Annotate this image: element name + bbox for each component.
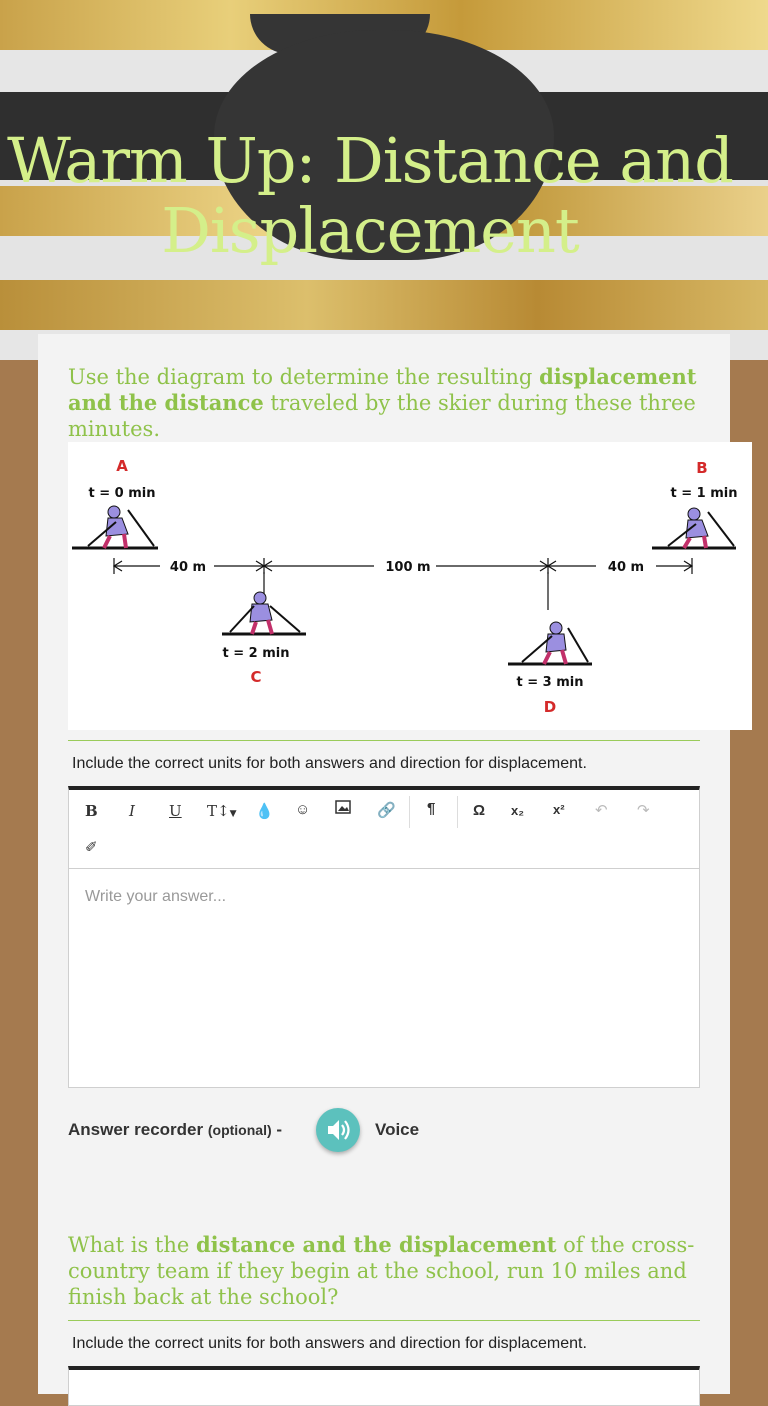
answer-textarea[interactable]: Write your answer... — [85, 888, 227, 905]
skier-a-icon — [72, 506, 158, 548]
toolbar-separator — [457, 796, 458, 828]
redo-icon[interactable]: ↷ — [637, 802, 650, 819]
special-char-button[interactable]: Ω — [473, 802, 486, 819]
bold-button[interactable]: B — [85, 802, 98, 820]
image-icon[interactable] — [335, 800, 351, 818]
gold-stripe — [0, 280, 768, 330]
text-size-label: T↕ — [207, 802, 230, 820]
segment-1-label: 40 m — [169, 560, 207, 575]
time-a-label: t = 0 min — [88, 486, 156, 501]
point-c-label: C — [250, 668, 262, 686]
question-1-text — [68, 364, 700, 442]
link-icon[interactable]: 🔗 — [377, 802, 396, 819]
skier-b-icon — [652, 508, 736, 548]
header-banner — [0, 0, 768, 360]
question-text: What is the — [68, 1233, 196, 1257]
answer-recorder — [68, 1112, 708, 1162]
answer-editor — [68, 786, 700, 1088]
recorder-dash: - — [271, 1120, 283, 1139]
diagram-svg — [68, 442, 752, 730]
paragraph-direction-button[interactable]: ¶ — [427, 800, 436, 817]
editor-toolbar — [69, 790, 699, 869]
question-bold-text: distance and the displacement — [195, 1232, 557, 1257]
point-b-label: B — [696, 459, 708, 477]
speaker-icon — [316, 1108, 360, 1152]
question-text: of the cross-country team if they begin at the school, run 10 miles and finish back at the school? — [68, 1233, 695, 1309]
undo-icon[interactable]: ↶ — [595, 802, 608, 819]
divider — [68, 1320, 700, 1321]
toolbar-separator — [409, 796, 410, 828]
recorder-label — [68, 1120, 282, 1140]
recorder-optional: (optional) — [207, 1122, 272, 1138]
worksheet-card — [38, 334, 738, 1394]
image-glyph — [335, 800, 351, 814]
color-drop-icon[interactable]: 💧 — [255, 803, 274, 820]
question-bold-text: displacement and the distance — [68, 364, 697, 415]
time-b-label: t = 1 min — [670, 486, 738, 501]
voice-label: Voice — [375, 1120, 420, 1139]
question-text: Use the diagram to determine the resulting — [68, 365, 540, 389]
italic-button[interactable]: I — [129, 802, 135, 820]
skier-diagram — [68, 442, 752, 730]
segment-2-label: 100 m — [385, 560, 431, 575]
superscript-button[interactable]: x² — [553, 802, 565, 817]
page-title: Warm Up: Distance and Displacement — [7, 124, 733, 267]
time-d-label: t = 3 min — [516, 675, 584, 690]
skier-d-icon — [508, 622, 592, 664]
hint-text: Include the correct units for both answers and direction for displacement. — [72, 1335, 587, 1352]
question-2-text — [68, 1232, 700, 1310]
skier-c-icon — [222, 592, 306, 634]
clear-format-icon[interactable]: ✐ — [85, 839, 98, 856]
divider — [68, 740, 700, 741]
answer-editor-2 — [68, 1366, 700, 1406]
point-d-label: D — [543, 698, 557, 716]
underline-button[interactable]: U — [169, 802, 182, 820]
voice-record-button[interactable] — [316, 1108, 360, 1152]
segment-3-label: 40 m — [607, 560, 645, 575]
text-size-button[interactable] — [207, 802, 237, 820]
emoji-icon[interactable]: ☺ — [295, 801, 311, 818]
caret-down-icon: ▼ — [229, 809, 237, 819]
subscript-button[interactable]: x₂ — [511, 803, 525, 818]
time-c-label: t = 2 min — [222, 646, 290, 661]
recorder-label-text: Answer recorder — [68, 1120, 204, 1139]
point-a-label: A — [116, 457, 128, 475]
hint-text: Include the correct units for both answers and direction for displacement. — [72, 755, 587, 772]
question-text: traveled by the skier during these three minutes. — [68, 391, 696, 441]
